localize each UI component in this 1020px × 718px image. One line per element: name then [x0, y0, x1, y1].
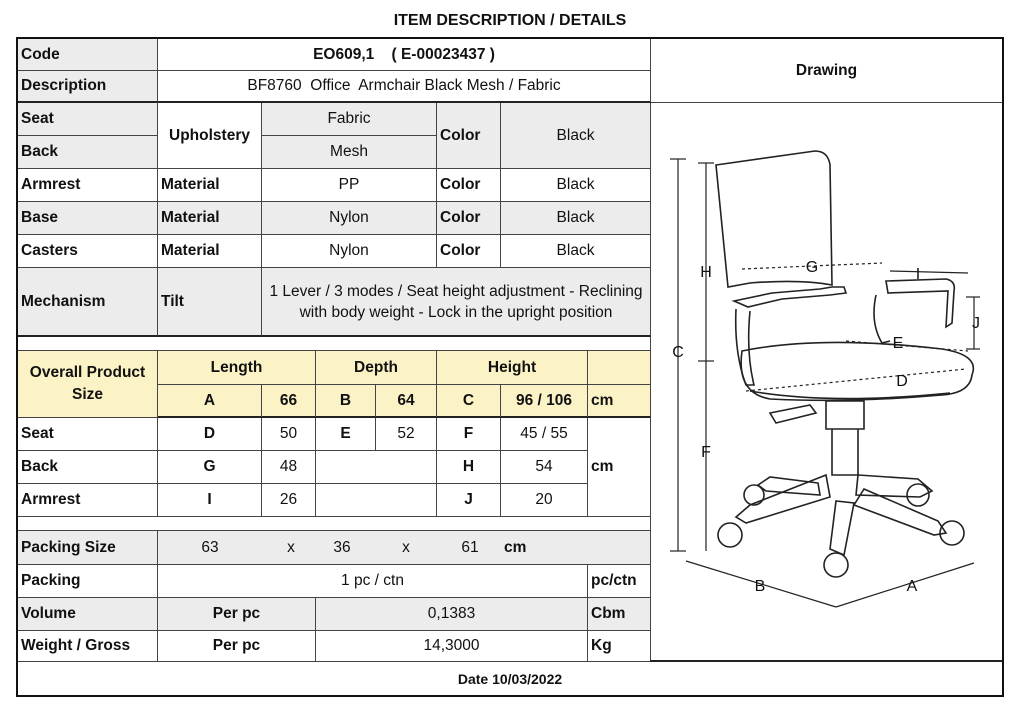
- mechanism-value: 1 Lever / 3 modes / Seat height adjustment - Reclining with body weight - Lock in the upright position: [262, 268, 651, 337]
- armrest-dims-label: Armrest: [18, 484, 158, 517]
- depth-header: Depth: [316, 351, 437, 385]
- casters-color: Black: [501, 235, 651, 268]
- height-header: Height: [437, 351, 588, 385]
- back-material: Mesh: [262, 136, 437, 169]
- seat-label: Seat: [18, 103, 158, 136]
- dim-j-value: 20: [501, 484, 588, 517]
- mechanism-box: [826, 401, 864, 429]
- volume-value: 0,1383: [316, 598, 588, 631]
- page-title: ITEM DESCRIPTION / DETAILS: [393, 12, 627, 29]
- base-label: Base: [18, 202, 158, 235]
- letter-c: C: [672, 344, 684, 361]
- base-material-label: Material: [158, 202, 262, 235]
- dim-j-letter: J: [437, 484, 501, 517]
- volume-label: Volume: [18, 598, 158, 631]
- dim-b-letter: B: [316, 385, 376, 418]
- packing-unit: pc/ctn: [588, 565, 651, 598]
- weight-unit: Kg: [588, 631, 651, 662]
- blank-cell: [316, 451, 437, 484]
- left-arm-post: [736, 309, 754, 385]
- dim-h-letter: H: [437, 451, 501, 484]
- dims-unit: cm: [588, 418, 651, 517]
- packing-length: 63: [201, 538, 219, 556]
- right-arm-top: [886, 279, 954, 327]
- date-footer: Date 10/03/2022: [18, 663, 1002, 695]
- chair-drawing: [650, 103, 1002, 662]
- dim-a-letter: A: [158, 385, 262, 418]
- armrest-label: Armrest: [18, 169, 158, 202]
- weight-per: Per pc: [158, 631, 316, 662]
- casters-material-label: Material: [158, 235, 262, 268]
- mechanism-tilt-label: Tilt: [158, 268, 262, 337]
- packing-depth: 36: [333, 538, 351, 556]
- dim-d-value: 50: [262, 418, 316, 451]
- packing-size-row: [158, 531, 651, 565]
- left-arm-top: [734, 287, 846, 307]
- dim-c-letter: C: [437, 385, 501, 418]
- caster-5: [744, 485, 764, 505]
- base-leg-5: [758, 477, 820, 495]
- casters-material: Nylon: [262, 235, 437, 268]
- dim-line-a: [836, 563, 974, 607]
- packing-size-unit: cm: [504, 538, 527, 556]
- dim-g-letter: G: [158, 451, 262, 484]
- overall-unit: cm: [588, 385, 651, 418]
- caster-4: [824, 553, 848, 577]
- description-value: BF8760 Office Armchair Black Mesh / Fabric: [158, 71, 651, 103]
- code-label: Code: [18, 39, 158, 71]
- letter-f: F: [701, 444, 711, 461]
- dim-f-letter: F: [437, 418, 501, 451]
- dim-b-value: 64: [376, 385, 437, 418]
- dim-e-value: 52: [376, 418, 437, 451]
- seat-material: Fabric: [262, 103, 437, 136]
- weight-label: Weight / Gross: [18, 631, 158, 662]
- letter-e: E: [892, 335, 904, 352]
- lever: [770, 405, 816, 423]
- armrest-color-label: Color: [437, 169, 501, 202]
- packing-x1: x: [287, 538, 295, 556]
- casters-label: Casters: [18, 235, 158, 268]
- spacer: [18, 337, 651, 351]
- mechanism-label: Mechanism: [18, 268, 158, 337]
- upholstery-color-label: Color: [437, 103, 501, 169]
- upholstery-label: Upholstery: [158, 103, 262, 169]
- letter-g: G: [805, 259, 819, 276]
- upholstery-color: Black: [501, 103, 651, 169]
- gas-cylinder: [832, 429, 858, 475]
- base-color: Black: [501, 202, 651, 235]
- packing-height: 61: [461, 538, 479, 556]
- right-arm-post: [874, 295, 890, 343]
- dim-i-value: 26: [262, 484, 316, 517]
- packing-x2: x: [402, 538, 410, 556]
- unit-header-blank: [588, 351, 651, 385]
- dim-g-value: 48: [262, 451, 316, 484]
- armrest-material: PP: [262, 169, 437, 202]
- letter-d: D: [896, 373, 908, 390]
- spacer: [18, 517, 651, 531]
- weight-value: 14,3000: [316, 631, 588, 662]
- dim-h-value: 54: [501, 451, 588, 484]
- letter-a: A: [906, 578, 918, 595]
- dim-e-letter: E: [316, 418, 376, 451]
- base-color-label: Color: [437, 202, 501, 235]
- length-header: Length: [158, 351, 316, 385]
- base-leg-2: [856, 475, 932, 497]
- overall-size-label: Overall Product Size: [18, 351, 158, 418]
- dim-line-e: [846, 341, 968, 351]
- description-label: Description: [18, 71, 158, 103]
- armrest-color: Black: [501, 169, 651, 202]
- letter-j: J: [972, 315, 980, 332]
- volume-unit: Cbm: [588, 598, 651, 631]
- code-value: EO609,1 ( E-00023437 ): [158, 39, 651, 71]
- dim-a-value: 66: [262, 385, 316, 418]
- base-material: Nylon: [262, 202, 437, 235]
- letter-i: I: [915, 266, 921, 283]
- back-dims-label: Back: [18, 451, 158, 484]
- dim-line-i: [890, 271, 968, 273]
- letter-b: B: [754, 578, 766, 595]
- packing-size-label: Packing Size: [18, 531, 158, 565]
- dim-f-value: 45 / 55: [501, 418, 588, 451]
- dim-d-letter: D: [158, 418, 262, 451]
- blank-cell: [316, 484, 437, 517]
- base-leg-4: [830, 501, 854, 555]
- dim-line-d: [746, 369, 966, 391]
- back-label: Back: [18, 136, 158, 169]
- chair-drawing-svg: [650, 103, 1002, 660]
- seat-dims-label: Seat: [18, 418, 158, 451]
- volume-per: Per pc: [158, 598, 316, 631]
- packing-label: Packing: [18, 565, 158, 598]
- dim-c-value: 96 / 106: [501, 385, 588, 418]
- armrest-material-label: Material: [158, 169, 262, 202]
- packing-value: 1 pc / ctn: [158, 565, 588, 598]
- dim-i-letter: I: [158, 484, 262, 517]
- letter-h: H: [700, 264, 712, 281]
- casters-color-label: Color: [437, 235, 501, 268]
- caster-1: [718, 523, 742, 547]
- drawing-label: Drawing: [651, 39, 1002, 103]
